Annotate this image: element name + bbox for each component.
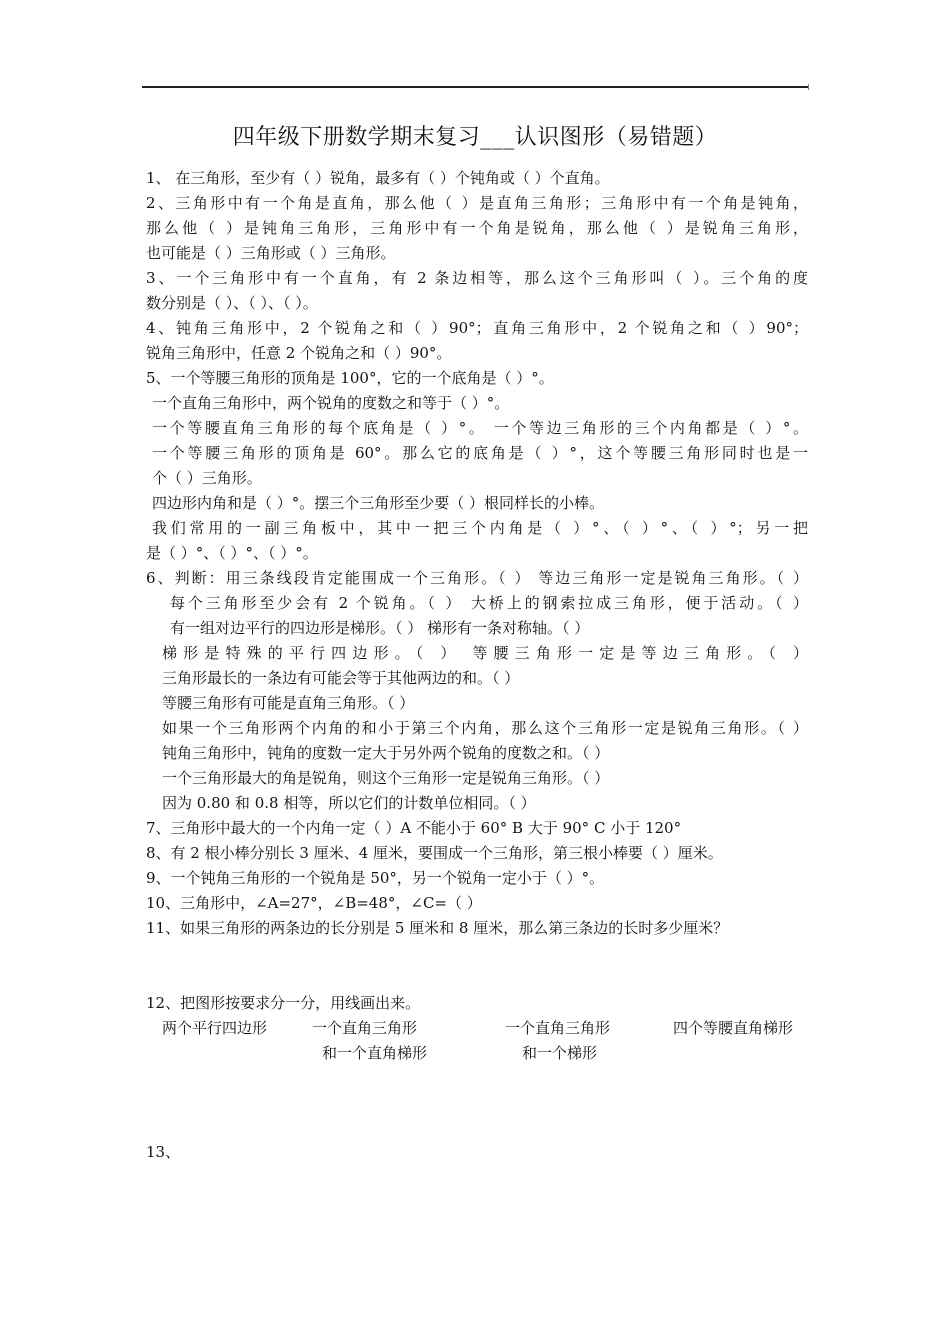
question-5-line-2: 一个直角三角形中，两个锐角的度数之和等于（ ）°。 — [152, 394, 510, 412]
question-12-option-1: 两个平行四边形 — [162, 1019, 268, 1037]
question-2-line-3: 也可能是（ ）三角形或（ ）三角形。 — [146, 244, 396, 262]
question-10: 10、三角形中，∠A=27°，∠B=48°，∠C=（ ） — [146, 894, 482, 912]
question-12-option-2-line-1: 一个直角三角形 — [312, 1019, 418, 1037]
question-6-line-4: 梯形是特殊的平行四边形。（ ） 等腰三角形一定是等边三角形。（ ） — [162, 644, 808, 662]
question-6-line-1: 6、判断：用三条线段肯定能围成一个三角形。（ ） 等边三角形一定是锐角三角形。（ ） — [146, 569, 808, 587]
question-12-option-3-line-2: 和一个梯形 — [522, 1044, 598, 1062]
question-3-line-2: 数分别是（ ）、（ ）、（ ）。 — [146, 294, 318, 312]
question-7: 7、三角形中最大的一个内角一定（ ）A 不能小于 60° B 大于 90° C 小于 120° — [146, 819, 682, 837]
question-8: 8、有 2 根小棒分别长 3 厘米、4 厘米，要围成一个三角形，第三根小棒要（ ）厘米。 — [146, 844, 723, 862]
question-6-line-3: 有一组对边平行的四边形是梯形。（ ） 梯形有一条对称轴。（ ） — [170, 619, 590, 637]
question-6-line-5: 三角形最长的一条边有可能会等于其他两边的和。（ ） — [162, 669, 520, 687]
question-6-line-10: 因为 0.80 和 0.8 相等，所以它们的计数单位相同。（ ） — [162, 794, 536, 812]
question-5-line-5: 个（ ）三角形。 — [152, 469, 262, 487]
question-3-line-1: 3、一个三角形中有一个直角，有 2 条边相等，那么这个三角形叫（ ）。三个角的度 — [146, 269, 808, 287]
question-12-option-4: 四个等腰直角梯形 — [673, 1019, 794, 1037]
question-6-line-2: 每个三角形至少会有 2 个锐角。（ ） 大桥上的钢索拉成三角形，便于活动。（ ） — [170, 594, 808, 612]
header-rule-tick — [808, 84, 809, 90]
question-6-line-8: 钝角三角形中，钝角的度数一定大于另外两个锐角的度数之和。（ ） — [162, 744, 610, 762]
question-6-line-9: 一个三角形最大的角是锐角，则这个三角形一定是锐角三角形。（ ） — [162, 769, 610, 787]
question-4-line-2: 锐角三角形中，任意 2 个锐角之和（ ）90°。 — [146, 344, 452, 362]
question-12-option-2-line-2: 和一个直角梯形 — [322, 1044, 428, 1062]
question-6-line-6: 等腰三角形有可能是直角三角形。（ ） — [162, 694, 415, 712]
question-11: 11、如果三角形的两条边的长分别是 5 厘米和 8 厘米，那么第三条边的长时多少厘米？ — [146, 919, 729, 937]
question-5-line-4: 一个等腰三角形的顶角是 60°。那么它的底角是（ ）°，这个等腰三角形同时也是一 — [152, 444, 808, 462]
question-5-line-3: 一个等腰直角三角形的每个底角是（ ）°。 一个等边三角形的三个内角都是（ ）°。 — [152, 419, 808, 437]
question-2-line-1: 2、三角形中有一个角是直角，那么他（ ）是直角三角形；三角形中有一个角是钝角， — [146, 194, 808, 212]
header-rule — [142, 86, 808, 88]
question-12-option-3-line-1: 一个直角三角形 — [505, 1019, 611, 1037]
question-9: 9、一个钝角三角形的一个锐角是 50°，另一个锐角一定小于（ ）°。 — [146, 869, 605, 887]
question-5-line-7: 我们常用的一副三角板中，其中一把三个内角是（ ）°、（ ）°、（ ）°；另一把 — [152, 519, 808, 537]
question-5-line-6: 四边形内角和是（ ）°。摆三个三角形至少要（ ）根同样长的小棒。 — [152, 494, 605, 512]
question-5-line-1: 5、一个等腰三角形的顶角是 100°，它的一个底角是（ ）°。 — [146, 369, 554, 387]
question-5-line-8: 是（ ）°、（ ）°、（ ）°。 — [146, 544, 318, 562]
question-1: 1、 在三角形，至少有（ ）锐角，最多有（ ）个钝角或（ ）个直角。 — [146, 169, 610, 187]
page-title: 四年级下册数学期末复习___认识图形（易错题） — [232, 125, 718, 150]
question-4-line-1: 4、钝角三角形中，2 个锐角之和（ ）90°；直角三角形中，2 个锐角之和（ ）90°； — [146, 319, 808, 337]
question-2-line-2: 那么他（ ）是钝角三角形，三角形中有一个角是锐角，那么他（ ）是锐角三角形， — [146, 219, 808, 237]
question-6-line-7: 如果一个三角形两个内角的和小于第三个内角，那么这个三角形一定是锐角三角形。（ ） — [162, 719, 808, 737]
question-13: 13、 — [146, 1143, 181, 1161]
question-12: 12、把图形按要求分一分，用线画出来。 — [146, 994, 421, 1012]
